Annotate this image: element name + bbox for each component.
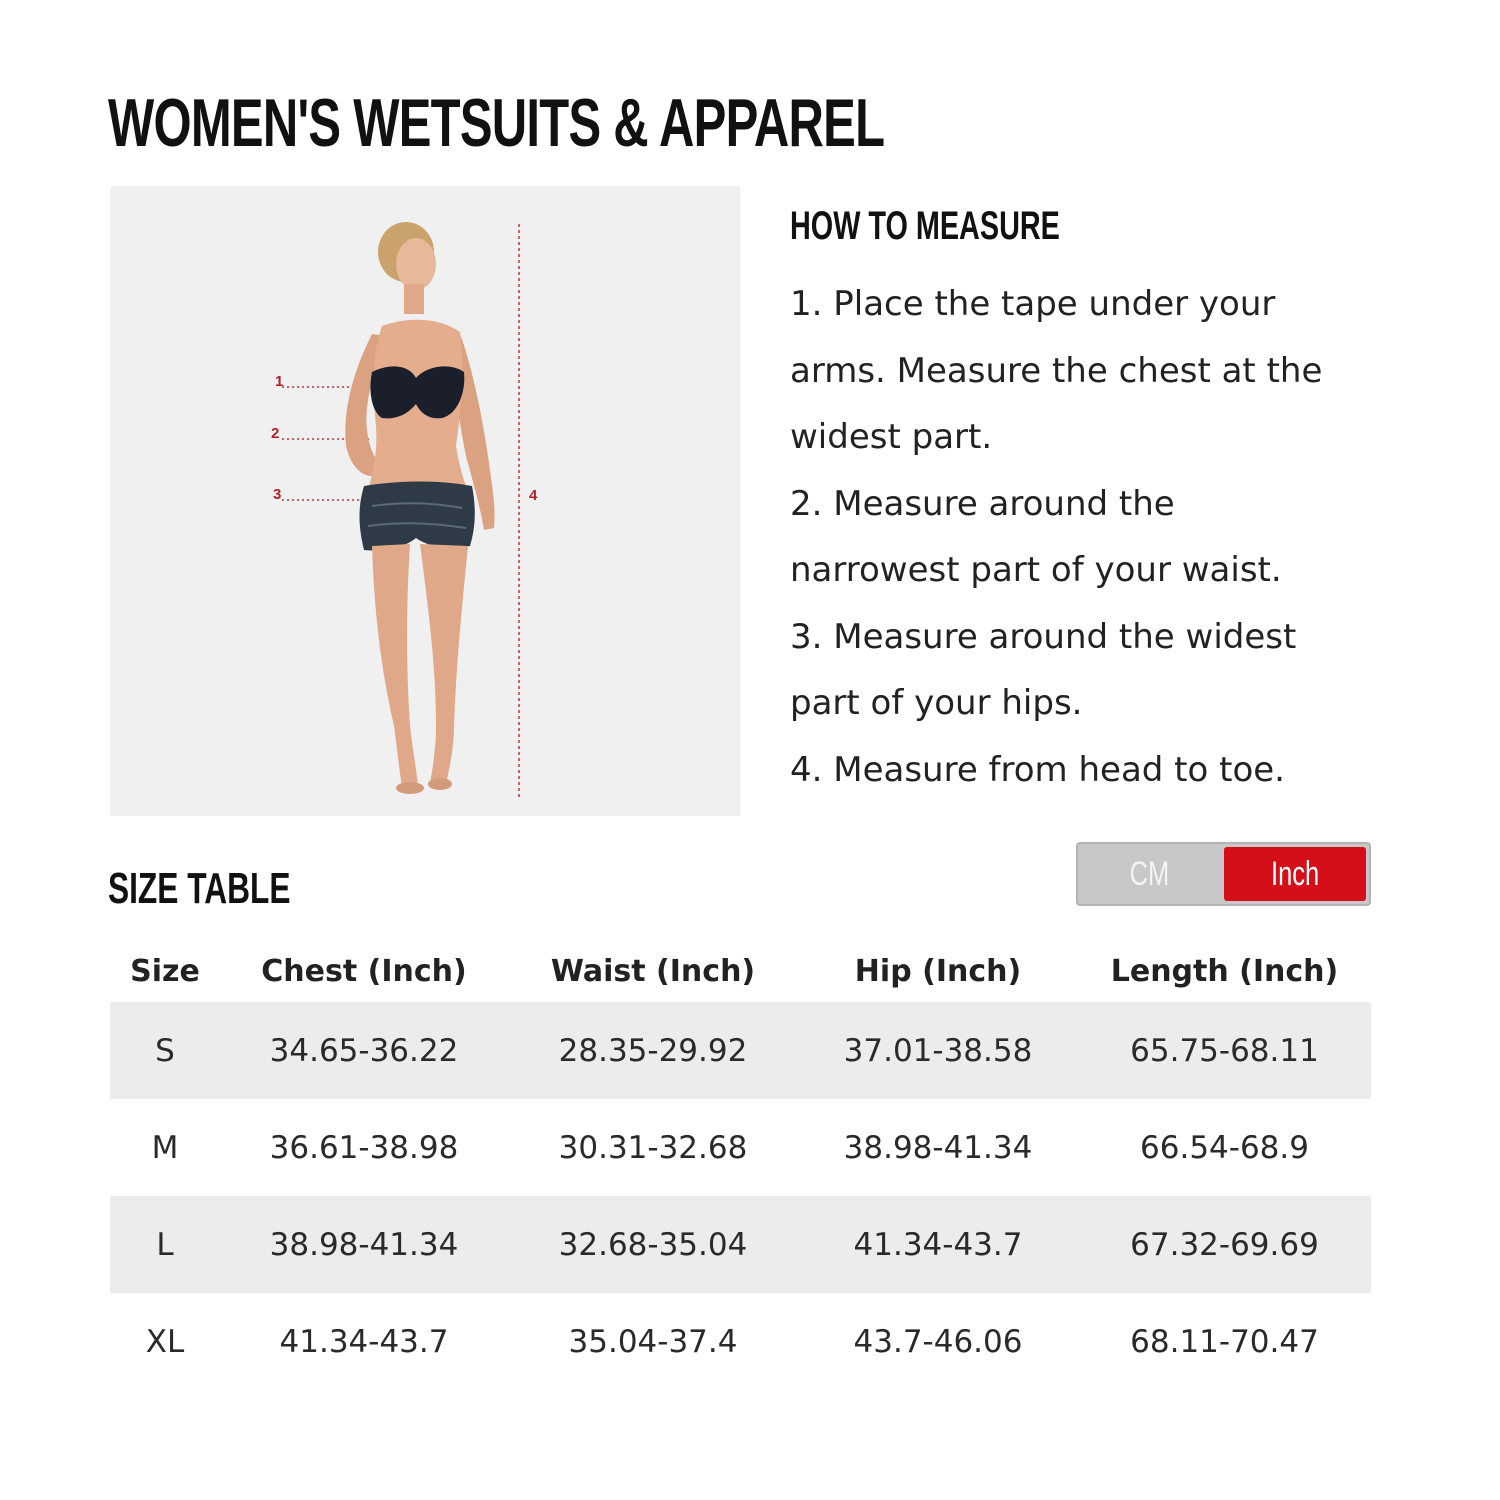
table-row xyxy=(110,1196,1371,1293)
marker-4: 4 xyxy=(529,487,538,504)
table-header-row xyxy=(110,940,1371,1002)
instruction-line: arms. Measure the chest at the xyxy=(790,350,1323,391)
column-header-size: Size xyxy=(130,953,200,989)
instruction-line: 2. Measure around the xyxy=(790,483,1175,524)
length-cell: 66.54-68.9 xyxy=(1140,1129,1309,1166)
marker-1: 1 xyxy=(275,373,284,390)
chest-cell: 38.98-41.34 xyxy=(269,1226,459,1263)
waist-cell: 28.35-29.92 xyxy=(558,1032,748,1069)
column-header-length: Length (Inch) xyxy=(1110,953,1339,989)
hip-cell: 37.01-38.58 xyxy=(843,1032,1033,1069)
length-cell: 68.11-70.47 xyxy=(1130,1323,1319,1360)
hip-cell: 38.98-41.34 xyxy=(843,1129,1033,1166)
length-cell: 67.32-69.69 xyxy=(1130,1226,1319,1263)
column-header-hip: Hip (Inch) xyxy=(854,953,1022,989)
size-cell: L xyxy=(156,1226,174,1263)
size-cell: M xyxy=(151,1129,179,1166)
model-figure xyxy=(345,222,494,794)
how-to-measure-heading: HOW TO MEASURE xyxy=(790,204,1060,248)
unit-option-inch-label: Inch xyxy=(1270,854,1319,893)
waist-cell: 32.68-35.04 xyxy=(558,1226,748,1263)
page-title: WOMEN'S WETSUITS & APPAREL xyxy=(108,85,885,161)
instruction-line: narrowest part of your waist. xyxy=(790,550,1282,590)
hip-cell: 41.34-43.7 xyxy=(853,1226,1023,1263)
marker-3: 3 xyxy=(273,486,282,503)
unit-option-cm-label: CM xyxy=(1129,854,1170,893)
instruction-line: 3. Measure around the widest xyxy=(790,616,1297,657)
table-row xyxy=(110,1293,1371,1390)
table-row xyxy=(110,1099,1371,1196)
length-cell: 65.75-68.11 xyxy=(1130,1032,1319,1069)
measurement-figure xyxy=(110,186,740,816)
hip-cell: 43.7-46.06 xyxy=(853,1323,1023,1360)
chest-cell: 34.65-36.22 xyxy=(269,1032,459,1069)
how-to-measure-section xyxy=(790,204,1390,803)
waist-cell: 35.04-37.4 xyxy=(568,1323,738,1360)
table-row xyxy=(110,1002,1371,1099)
size-table xyxy=(110,940,1371,1390)
instruction-line: 4. Measure from head to toe. xyxy=(790,749,1285,790)
size-cell: S xyxy=(155,1032,175,1069)
instruction-line: part of your hips. xyxy=(790,683,1083,723)
chest-cell: 41.34-43.7 xyxy=(279,1323,449,1360)
column-header-chest: Chest (Inch) xyxy=(261,953,467,989)
body-illustration xyxy=(110,186,740,816)
size-table-heading: SIZE TABLE xyxy=(108,864,291,913)
instruction-line: widest part. xyxy=(790,417,993,457)
column-header-waist: Waist (Inch) xyxy=(550,953,756,989)
how-to-measure-instructions xyxy=(790,271,1390,803)
unit-option-cm[interactable] xyxy=(1078,844,1221,904)
marker-2: 2 xyxy=(271,425,280,442)
chest-cell: 36.61-38.98 xyxy=(269,1129,459,1166)
unit-option-inch[interactable] xyxy=(1224,847,1367,901)
waist-cell: 30.31-32.68 xyxy=(558,1129,748,1166)
unit-toggle[interactable] xyxy=(1076,842,1371,906)
size-cell: XL xyxy=(145,1323,185,1360)
instruction-line: 1. Place the tape under your xyxy=(790,284,1276,324)
